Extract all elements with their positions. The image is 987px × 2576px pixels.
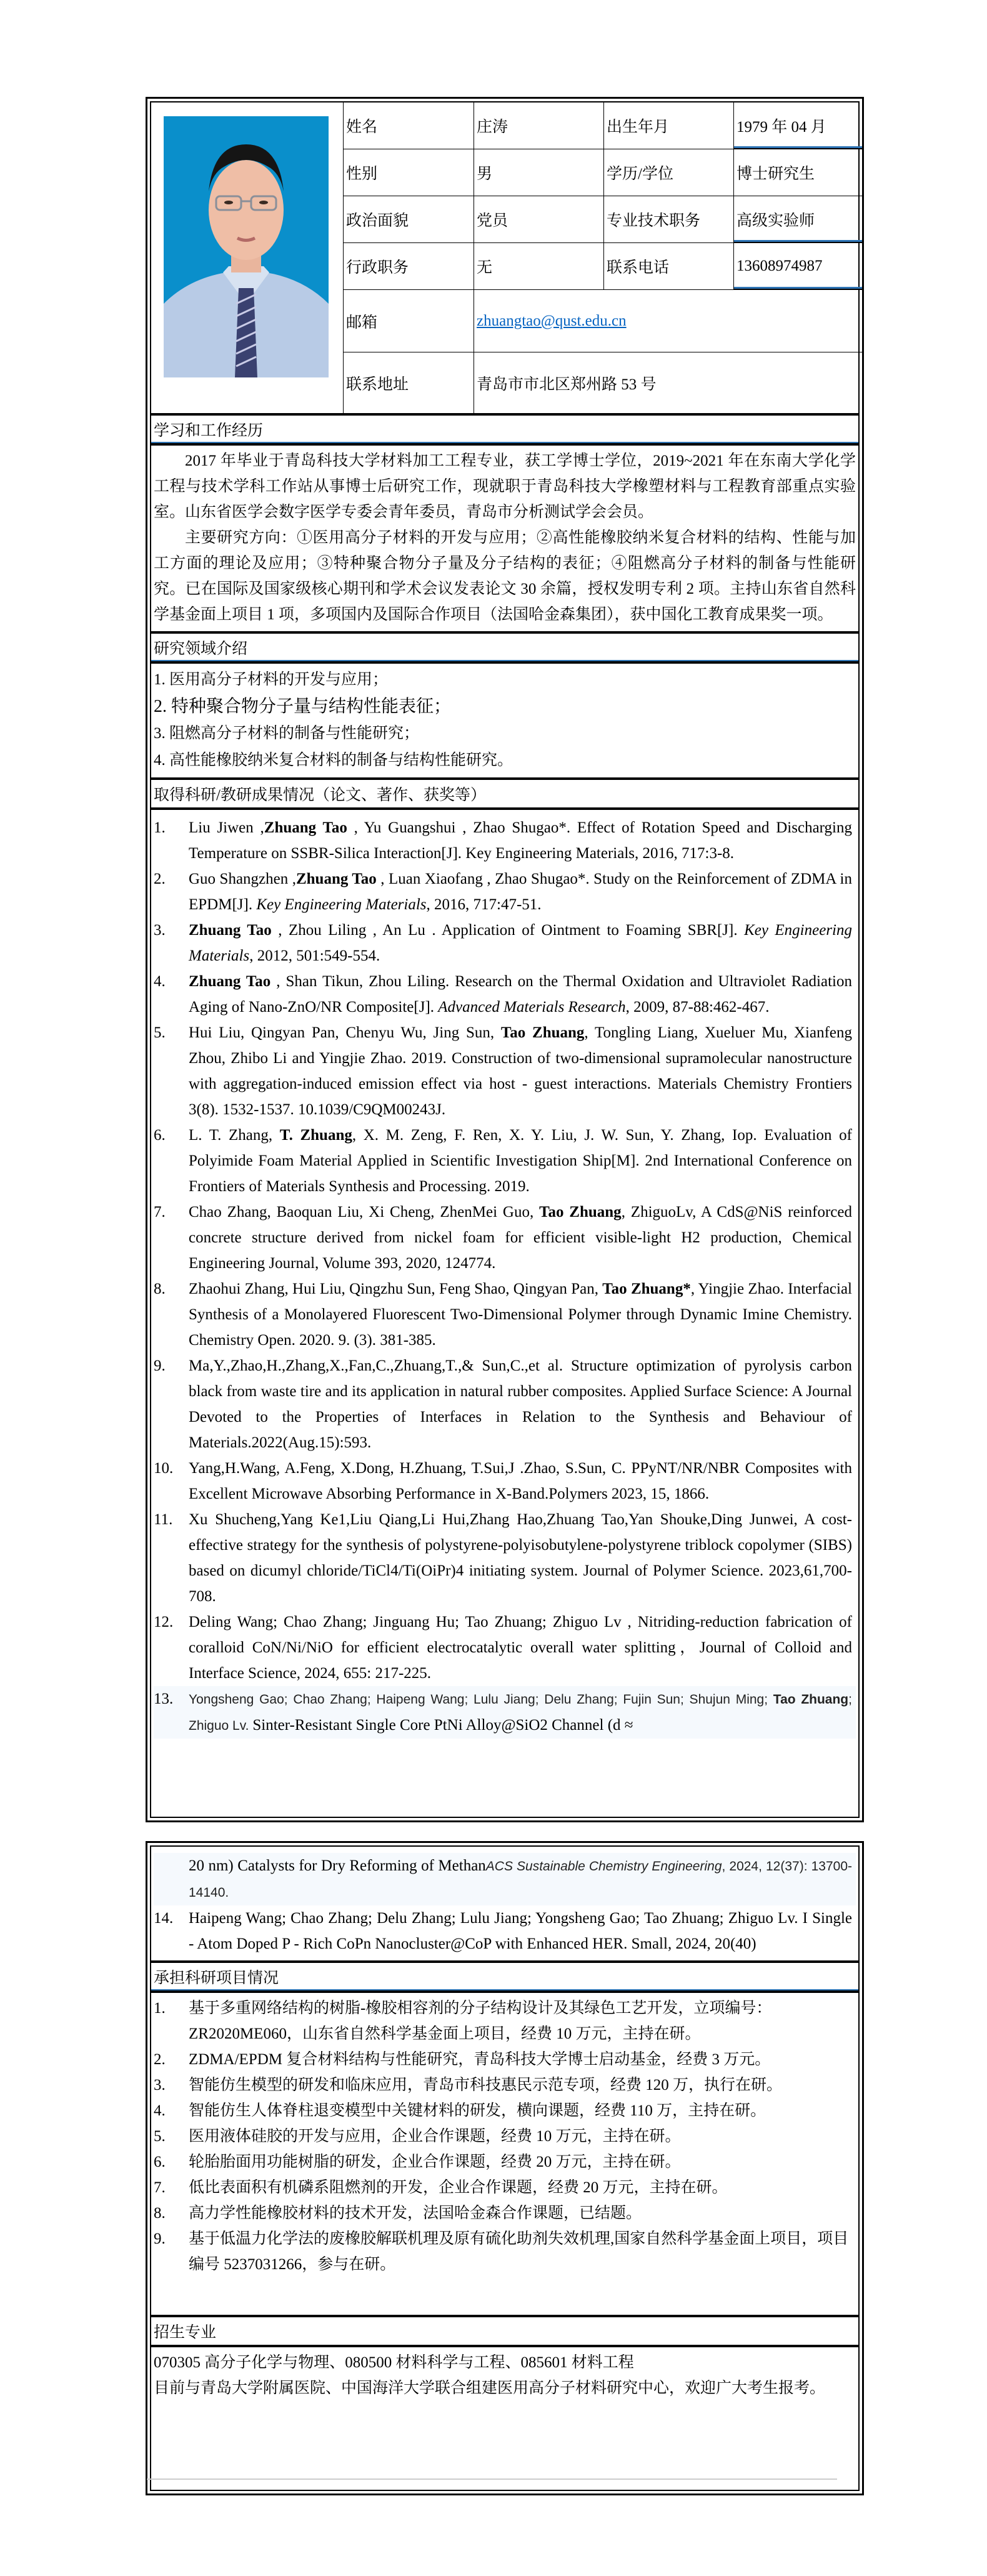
field-item: 3. 阻燃高分子材料的制备与性能研究； (154, 725, 420, 742)
label-email: 邮箱 (344, 290, 474, 352)
project-number: 7. (154, 2179, 166, 2196)
field-item: 1. 医用高分子材料的开发与应用； (154, 671, 389, 688)
value-admin: 无 (474, 243, 604, 290)
field-item: 4. 高性能橡胶纳米复合材料的制备与结构性能研究。 (154, 752, 513, 769)
section-title-achievements: 取得科研/教研成果情况（论文、著作、获奖等） (151, 777, 858, 810)
publication-number: 1. (154, 819, 166, 836)
email-cell (474, 290, 862, 352)
publication-number: 6. (154, 1127, 166, 1144)
project-item (154, 2200, 856, 2226)
publication-text-part: , Tongling Liang, Xueluer Mu, Xianfeng Zhou, Zhibo Li and Yingjie Zhao. 2019. Construction of two-dimensional supramolecular nanostructure with aggregation-induced emission effect via host - guest interactions. Materials Chemistry Frontiers 3(8). 1532-1537. 10.1039/C9QM00243J. (189, 1024, 852, 1118)
publication-item (154, 1020, 856, 1122)
project-item (154, 2175, 856, 2200)
project-text: 智能仿生人体脊柱退变模型中关键材料的研发，横向课题，经费 110 万，主持在研。 (189, 2102, 766, 2119)
project-text: 基于多重网络结构的树脂-橡胶相容剂的分子结构设计及其绿色工艺开发，立项编号：ZR2020ME060，山东省自然科学基金面上项目，经费 10 万元，主持在研。 (189, 2000, 772, 2042)
publication-text-part: Yang,H.Wang, A.Feng, X.Dong, H.Zhuang, T.Sui,J .Zhao, S.Sun, C. PPyNT/NR/NBR Composites with Excellent Microwave Absorbing Performance in X-Band.Polymers 2023, 15, 1866. (189, 1460, 852, 1502)
experience-paragraph: 2017 年毕业于青岛科技大学材料加工工程专业，获工学博士学位，2019~2021 年在东南大学化学工程与技术学科工作站从事博士后研究工作，现就职于青岛科技大学橡塑材料与工程教育部重点实验室。山东省医学会数字医学专委会青年委员，青岛市分析测试学会会员。 (154, 452, 856, 521)
label-gender: 性别 (344, 149, 474, 196)
publication-number: 12. (154, 1614, 174, 1630)
section-body-experience (151, 446, 858, 631)
publication-text-part: , 2009, 87-88:462-467. (625, 999, 770, 1016)
publication-text-part: , 2012, 501:549-554. (249, 947, 380, 964)
author-highlight: Zhuang Tao (295, 871, 377, 887)
project-item (154, 2047, 856, 2072)
publication-text-part: 20 nm) Catalysts for Dry Reforming of Methan (189, 1857, 486, 1874)
project-number: 1. (154, 2000, 166, 2017)
email-link[interactable]: zhuangtao@qust.edu.cn (477, 312, 627, 329)
project-number: 4. (154, 2102, 166, 2119)
publication-number: 8. (154, 1281, 166, 1297)
profile-table (151, 102, 858, 413)
label-politics: 政治面貌 (344, 196, 474, 243)
publication-text (189, 1686, 856, 1739)
publication-text-part: , 2024, 12(37): 13700-14140. (189, 1859, 852, 1900)
publication-item (154, 1905, 856, 1957)
publication-text (189, 1905, 856, 1957)
publication-text-part: , Yingjie Zhao. Interfacial Synthesis of a Monolayered Fluorescent Two-Dimensional Polymer through Dynamic Imine Chemistry. Chemistry Open. 2020. 9. (3). 381-385. (189, 1281, 852, 1349)
publication-text-part: , Luan Xiaofang , Zhao Shugao*. Study on the Reinforcement of ZDMA in EPDM[J]. (189, 871, 852, 913)
value-gender: 男 (474, 149, 604, 196)
project-text: ZDMA/EPDM 复合材料结构与性能研究，青岛科技大学博士启动基金，经费 3 万元。 (189, 2051, 771, 2068)
project-item (154, 2098, 856, 2124)
publication-text (189, 1199, 856, 1276)
project-number: 6. (154, 2154, 166, 2170)
project-text: 高力学性能橡胶材料的技术开发，法国哈金森合作课题，已结题。 (189, 2205, 642, 2222)
project-item (154, 2226, 856, 2277)
value-name: 庄涛 (474, 102, 604, 149)
project-text: 轮胎胎面用功能树脂的研发，企业合作课题，经费 20 万元，主持在研。 (189, 2154, 681, 2170)
author-highlight: Tao Zhuang (539, 1204, 622, 1221)
publication-text-part: Hui Liu, Qingyan Pan, Chenyu Wu, Jing Sun, (189, 1024, 501, 1041)
publication-text-part: , Shan Tikun, Zhou Liling. Research on the Thermal Oxidation and Ultraviolet Radiation Aging of Nano-ZnO/NR Composite[J]. (189, 973, 852, 1016)
publication-list (154, 815, 856, 1686)
resume-table (150, 101, 860, 1818)
author-highlight: Tao Zhuang (500, 1024, 585, 1041)
author-highlight: Zhuang Tao (189, 922, 272, 939)
publication-text (189, 1276, 856, 1353)
publication-number: 11. (154, 1511, 173, 1528)
section-title-fields: 研究领域介绍 (151, 631, 858, 664)
publication-text-part: L. T. Zhang, (189, 1127, 280, 1144)
project-text: 基于低温力化学法的废橡胶解联机理及原有硫化助剂失效机理,国家自然科学基金面上项目，项目编号 5237031266，参与在研。 (189, 2230, 849, 2273)
section-title-majors: 招生专业 (151, 2315, 858, 2347)
publication-text (189, 1455, 856, 1507)
publication-number: 4. (154, 973, 166, 990)
section-body-majors (151, 2347, 858, 2405)
publication-text (189, 1507, 856, 1609)
resume-table-continued (150, 1845, 860, 2491)
project-item (154, 1995, 856, 2047)
publication-text (189, 1122, 856, 1199)
label-degree: 学历/学位 (604, 149, 734, 196)
project-item (154, 2149, 856, 2175)
profile-photo (164, 116, 329, 377)
publication-number: 2. (154, 871, 166, 887)
section-title-experience: 学习和工作经历 (151, 413, 858, 446)
publication-item (154, 815, 856, 866)
publication-text-part: Zhaohui Zhang, Hui Liu, Qingzhu Sun, Feng Shao, Qingyan Pan, (189, 1281, 603, 1297)
project-text: 医用液体硅胶的开发与应用，企业合作课题，经费 10 万元，主持在研。 (189, 2128, 681, 2145)
label-birth: 出生年月 (604, 102, 734, 149)
photo-cell (151, 102, 344, 413)
project-number: 9. (154, 2230, 166, 2247)
section-body-achievements (151, 810, 858, 1742)
publication-text-part: Guo Shangzhen , (189, 871, 296, 887)
author-highlight: T. Zhuang (279, 1127, 352, 1144)
publication-text (189, 1353, 856, 1455)
publication-text (189, 969, 856, 1020)
publication-item-continued (154, 1853, 856, 1905)
value-degree: 博士研究生 (734, 149, 862, 196)
project-number: 8. (154, 2205, 166, 2222)
publication-text-part: Chao Zhang, Baoquan Liu, Xi Cheng, ZhenMei Guo, (189, 1204, 540, 1221)
author-highlight: Tao Zhuang* (602, 1281, 691, 1297)
publication-item (154, 1122, 856, 1199)
publication-number: 14. (154, 1910, 174, 1927)
page-footer-rule (147, 2479, 837, 2480)
resume-page-2 (146, 1841, 864, 2495)
publication-text (189, 866, 856, 917)
publication-text (189, 815, 856, 866)
project-item (154, 2124, 856, 2149)
section-body-fields (151, 664, 858, 777)
publication-text-part: , 2016, 717:47-51. (426, 896, 542, 913)
publication-text (189, 917, 856, 969)
publication-text-part: ; Zhiguo Lv. (189, 1692, 852, 1733)
publication-text-part: , Zhou Liling , An Lu . Application of Ointment to Foaming SBR[J]. (271, 922, 745, 939)
author-highlight: Zhuang Tao (189, 973, 271, 990)
label-name: 姓名 (344, 102, 474, 149)
publication-text-part: Ma,Y.,Zhao,H.,Zhang,X.,Fan,C.,Zhuang,T.,& Sun,C.,et al. Structure optimization of pyrolysis carbon black from waste tire and its application in natural rubber composites. Applied Surface Science: A Journal Devoted to the Properties of Interfaces in Relation to the Synthesis and Behaviour of Materials.2022(Aug.15):593. (189, 1357, 852, 1451)
publication-text-part: , X. M. Zeng, F. Ren, X. Y. Liu, J. W. Sun, Y. Zhang, Iop. Evaluation of Polyimide Foam Material Applied in Scientific Investigation Ship[M]. 2nd International Conference on Frontiers of Materials Synthesis and Processing. 2019. (189, 1127, 852, 1195)
publication-text-part: Yongsheng Gao; Chao Zhang; Haipeng Wang; Lulu Jiang; Delu Zhang; Fujin Sun; Shujun Ming; (189, 1692, 773, 1707)
publication-text-part: Sinter-Resistant Single Core PtNi Alloy@SiO2 Channel (d ≈ (252, 1717, 633, 1734)
publication-number: 9. (154, 1357, 166, 1374)
author-highlight: Tao Zhuang (773, 1692, 849, 1707)
publication-item (154, 917, 856, 969)
label-title: 专业技术职务 (604, 196, 734, 243)
publication-number: 5. (154, 1024, 166, 1041)
publication-text (189, 1609, 856, 1686)
value-phone: 13608974987 (734, 243, 862, 290)
value-title: 高级实验师 (734, 196, 862, 243)
project-text: 智能仿生模型的研发和临床应用，青岛市科技惠民示范专项，经费 120 万，执行在研。 (189, 2077, 783, 2094)
label-phone: 联系电话 (604, 243, 734, 290)
value-birth: 1979 年 04 月 (734, 102, 862, 149)
publication-number: 3. (154, 922, 166, 939)
project-item (154, 2072, 856, 2098)
publication-item (154, 1609, 856, 1686)
majors-line: 070305 高分子化学与物理、080500 材料科学与工程、085601 材料工程 (154, 2354, 634, 2371)
value-address: 青岛市市北区郑州路 53 号 (477, 376, 657, 393)
majors-line: 目前与青岛大学附属医院、中国海洋大学联合组建医用高分子材料研究中心，欢迎广大考生报考。 (154, 2380, 826, 2397)
resume-page-1 (146, 97, 864, 1822)
project-number: 2. (154, 2051, 166, 2068)
project-number: 5. (154, 2128, 166, 2145)
publication-item (154, 1686, 856, 1739)
publication-text-part: ACS Sustainable Chemistry Engineering (485, 1859, 722, 1874)
project-text: 低比表面积有机磷系阻燃剂的开发，企业合作课题，经费 20 万元，主持在研。 (189, 2179, 728, 2196)
publication-item (154, 969, 856, 1020)
experience-paragraph: 主要研究方向：①医用高分子材料的开发与应用；②高性能橡胶纳米复合材料的结构、性能与加工方面的理论及应用；③特种聚合物分子量及分子结构的表征；④阻燃高分子材料的制备与性能研究。已在国际及国家级核心期刊和学术会议发表论文 30 余篇，授权发明专利 2 项。主持山东省自然科学基金面上项目 1 项，多项国内及国际合作项目（法国哈金森集团），获中国化工教育成果奖一项。 (154, 529, 856, 623)
publication-item (154, 866, 856, 917)
publication-item (154, 1507, 856, 1609)
value-politics: 党员 (474, 196, 604, 243)
section-body-achievements-continued (151, 1847, 858, 1960)
publication-text-part: Key Engineering Materials (256, 896, 427, 913)
publication-text-part: Liu Jiwen , (189, 819, 264, 836)
publication-text-part: Key Engineering Materials (189, 922, 852, 964)
publication-item (154, 1353, 856, 1455)
publication-number: 7. (154, 1204, 166, 1221)
publication-text (189, 1020, 856, 1122)
publication-item (154, 1455, 856, 1507)
publication-item (154, 1276, 856, 1353)
label-address: 联系地址 (344, 352, 474, 413)
publication-number: 13. (154, 1690, 174, 1707)
section-title-projects: 承担科研项目情况 (151, 1960, 858, 1993)
publication-text-part: , ZhiguoLv, A CdS@NiS reinforced concrete structure derived from nickel foam for efficient visible-light H2 production, Chemical Engineering Journal, Volume 393, 2020, 124774. (189, 1204, 852, 1272)
publication-number: 10. (154, 1460, 174, 1477)
project-number: 3. (154, 2077, 166, 2094)
publication-text-part: Xu Shucheng,Yang Ke1,Liu Qiang,Li Hui,Zhang Hao,Zhuang Tao,Yan Shouke,Ding Junwei, A cost-effective strategy for the synthesis of polystyrene-polyisobutylene-polystyrene triblock copolymer (SIBS) based on dicumyl chloride/TiCl4/Ti(OiPr)4 initiating system. Journal of Polymer Science. 2023,61,700-708. (189, 1511, 852, 1605)
field-item: 2. 特种聚合物分子量与结构性能表征； (154, 697, 452, 716)
publication-text-part: Haipeng Wang; Chao Zhang; Delu Zhang; Lulu Jiang; Yongsheng Gao; Tao Zhuang; Zhiguo Lv. I Single - Atom Doped P - Rich CoPn Nanocluster@CoP with Enhanced HER. Small, 2024, 20(40) (189, 1910, 852, 1952)
label-admin: 行政职务 (344, 243, 474, 290)
publication-text-part: Advanced Materials Research (438, 999, 626, 1016)
section-body-projects (151, 1993, 858, 2315)
publication-text (189, 1853, 856, 1905)
publication-text-part: , Yu Guangshui , Zhao Shugao*. Effect of Rotation Speed and Discharging Temperature on SSBR-Silica Interaction[J]. Key Engineering Materials, 2016, 717:3-8. (189, 819, 852, 862)
publication-item (154, 1199, 856, 1276)
publication-text-part: Deling Wang; Chao Zhang; Jinguang Hu; Tao Zhuang; Zhiguo Lv , Nitriding-reduction fabrication of coralloid CoN/Ni/NiO for efficient electrocatalytic overall water splitting，Journal of Colloid and Interface Science, 2024, 655: 217-225. (189, 1614, 852, 1682)
author-highlight: Zhuang Tao (264, 819, 347, 836)
